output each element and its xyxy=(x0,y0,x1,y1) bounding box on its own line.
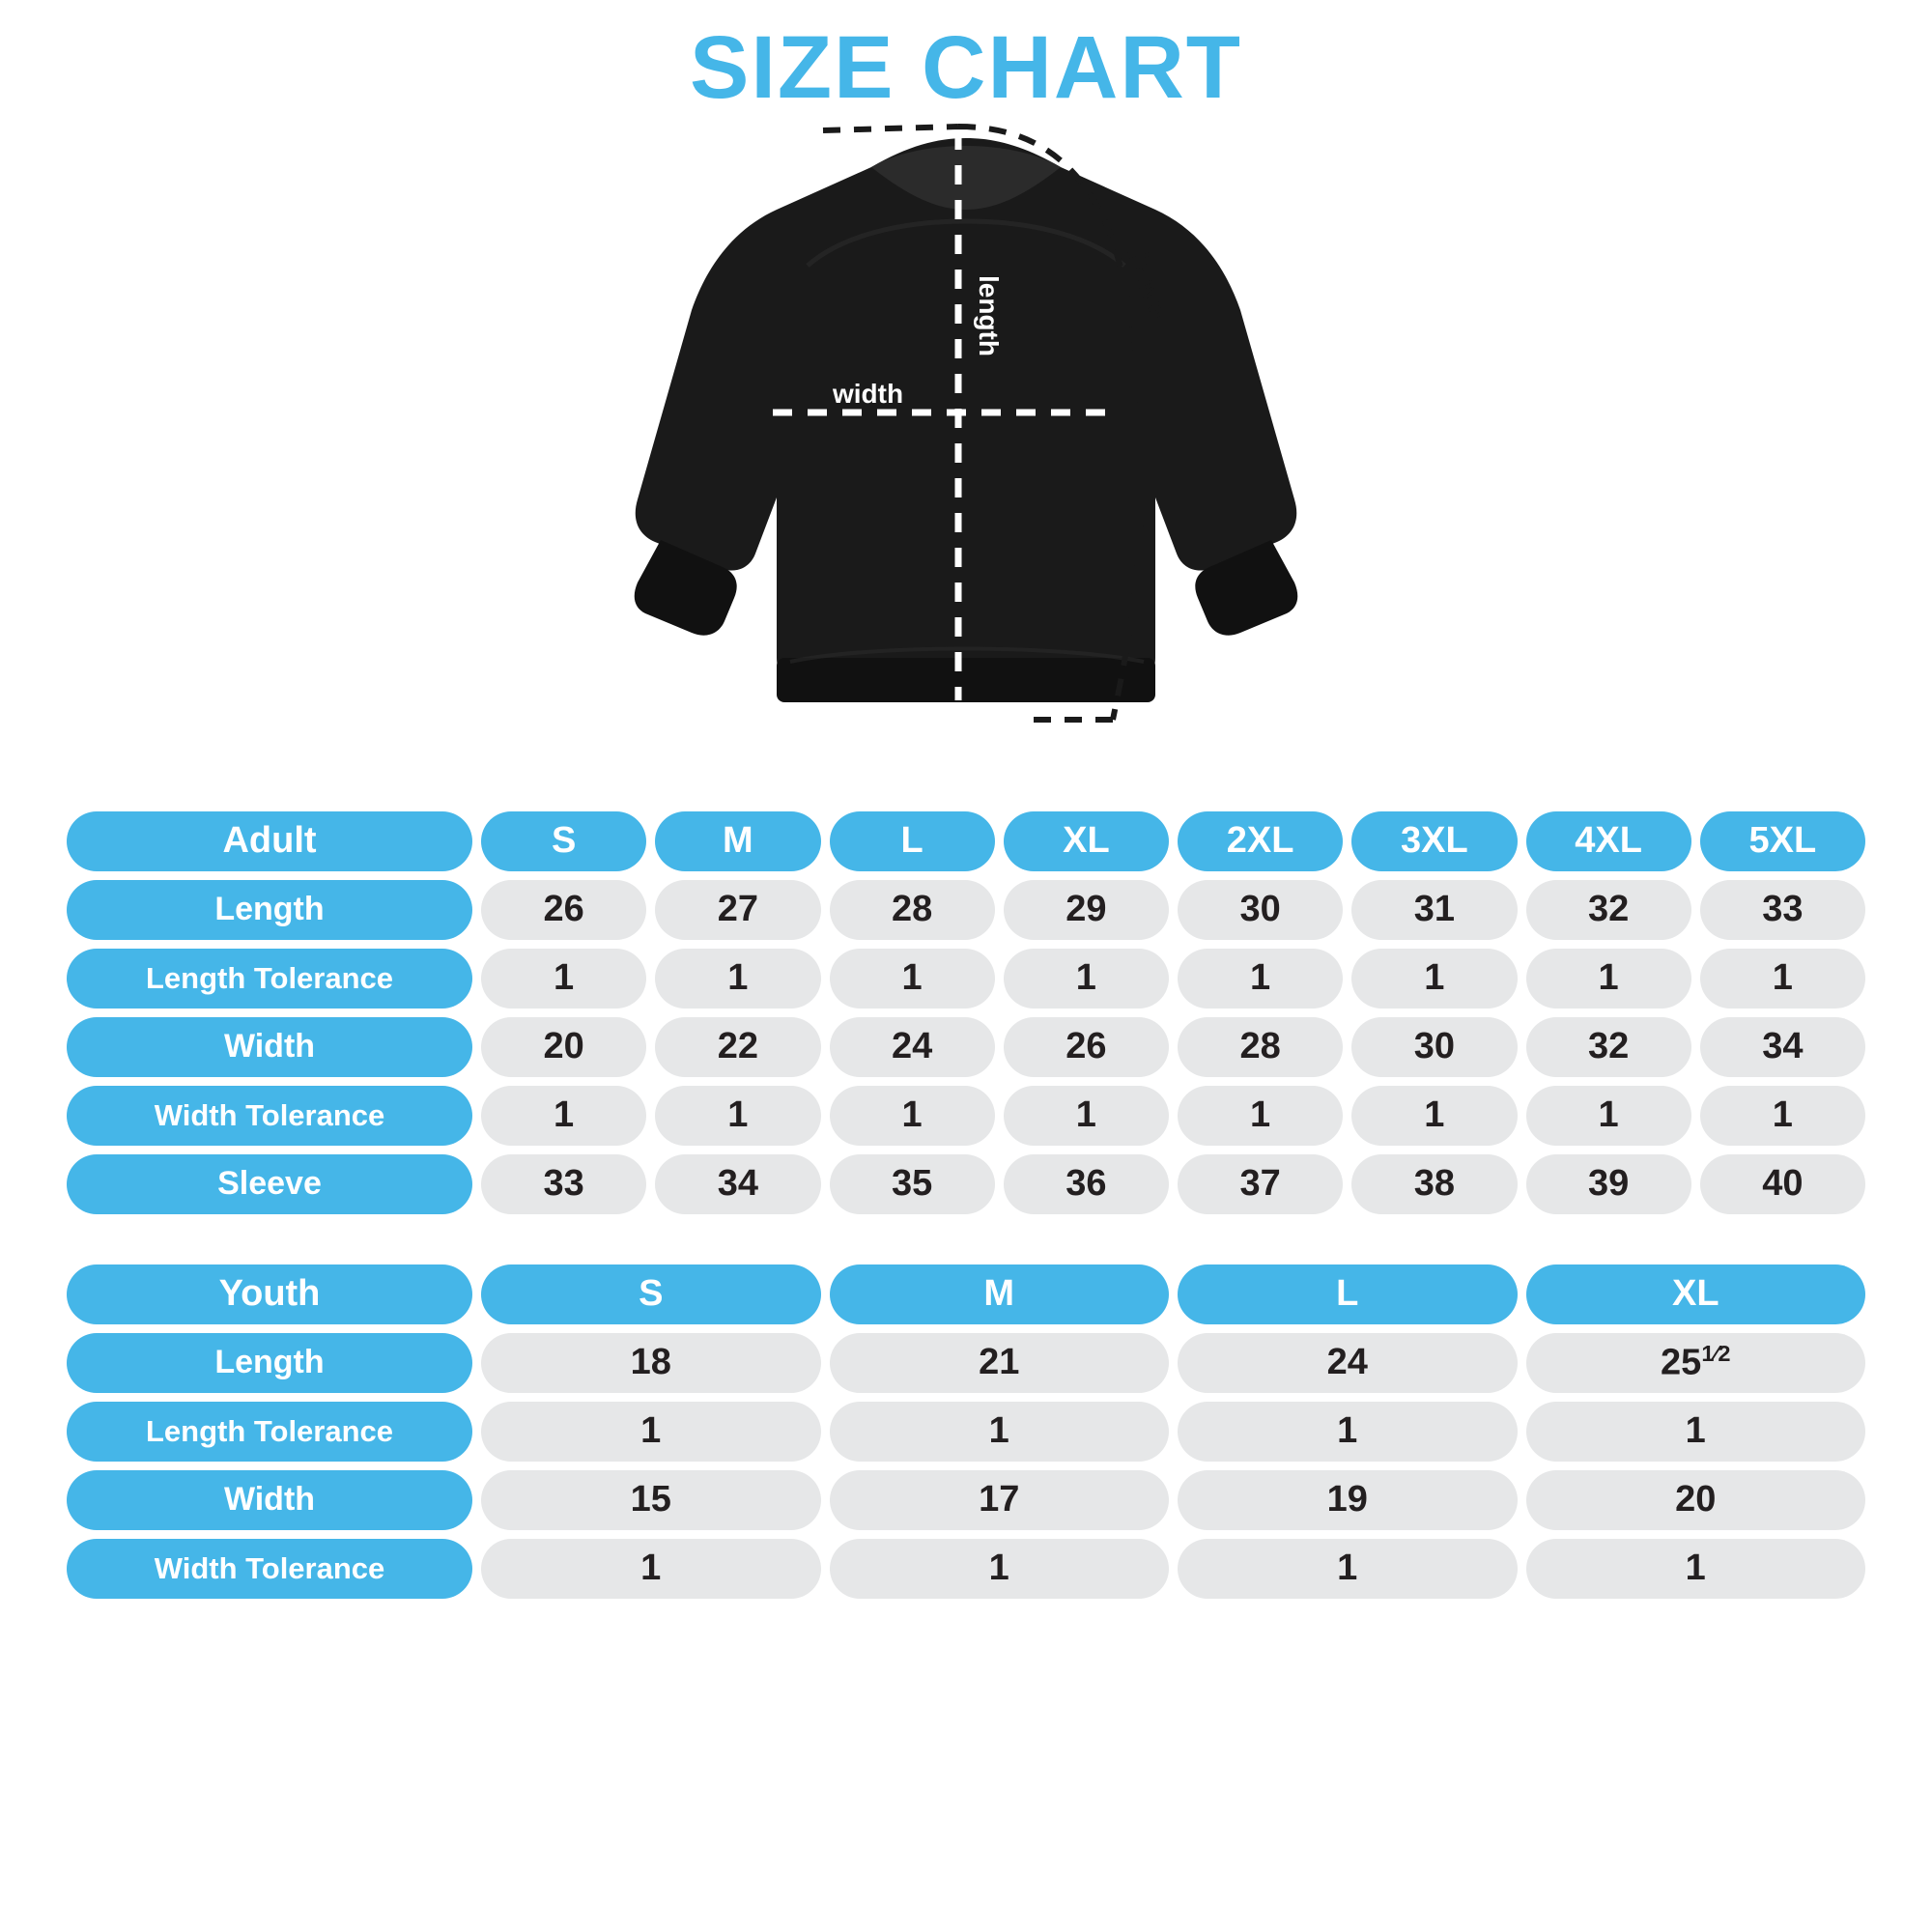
adult-sleeve-2xl: 37 xyxy=(1178,1154,1343,1214)
youth-size-xl: XL xyxy=(1526,1264,1866,1324)
adult-width-tol-5xl: 1 xyxy=(1700,1086,1865,1146)
adult-size-5xl: 5XL xyxy=(1700,811,1865,871)
youth-width-tol-l: 1 xyxy=(1178,1539,1518,1599)
adult-width-4xl: 32 xyxy=(1526,1017,1691,1077)
adult-row-label-length: Length xyxy=(67,880,472,940)
youth-size-m: M xyxy=(830,1264,1170,1324)
adult-length-tol-3xl: 1 xyxy=(1351,949,1517,1009)
adult-length-4xl: 32 xyxy=(1526,880,1691,940)
table-row xyxy=(67,1086,1865,1146)
adult-length-xl: 29 xyxy=(1004,880,1169,940)
table-row xyxy=(67,880,1865,940)
youth-width-xl: 20 xyxy=(1526,1470,1866,1530)
adult-width-s: 20 xyxy=(481,1017,646,1077)
page-title: SIZE CHART xyxy=(690,18,1242,117)
adult-sleeve-m: 34 xyxy=(655,1154,820,1214)
youth-length-l: 24 xyxy=(1178,1333,1518,1393)
adult-size-m: M xyxy=(655,811,820,871)
adult-width-tol-4xl: 1 xyxy=(1526,1086,1691,1146)
youth-length-tol-l: 1 xyxy=(1178,1402,1518,1462)
adult-sleeve-4xl: 39 xyxy=(1526,1154,1691,1214)
adult-header-label: Adult xyxy=(67,811,472,871)
adult-width-tol-s: 1 xyxy=(481,1086,646,1146)
youth-length-xl: $25^{1⁄2}$ xyxy=(1526,1333,1866,1393)
table-row xyxy=(67,1017,1865,1077)
youth-length-tol-m: 1 xyxy=(830,1402,1170,1462)
adult-width-tol-l: 1 xyxy=(830,1086,995,1146)
adult-width-5xl: 34 xyxy=(1700,1017,1865,1077)
adult-size-2xl: 2XL xyxy=(1178,811,1343,871)
adult-row-label-sleeve: Sleeve xyxy=(67,1154,472,1214)
adult-size-xl: XL xyxy=(1004,811,1169,871)
youth-width-m: 17 xyxy=(830,1470,1170,1530)
sweatshirt-illustration xyxy=(618,121,1314,778)
youth-header-label: Youth xyxy=(67,1264,472,1324)
youth-width-tol-m: 1 xyxy=(830,1539,1170,1599)
youth-length-m: 21 xyxy=(830,1333,1170,1393)
adult-sleeve-l: 35 xyxy=(830,1154,995,1214)
sweatshirt-shape xyxy=(635,138,1298,702)
adult-length-5xl: 33 xyxy=(1700,880,1865,940)
adult-length-tol-l: 1 xyxy=(830,949,995,1009)
adult-width-tol-m: 1 xyxy=(655,1086,820,1146)
width-label: width xyxy=(833,378,904,409)
length-label: length xyxy=(974,274,1004,356)
youth-length-tol-s: 1 xyxy=(481,1402,821,1462)
table-row xyxy=(67,1333,1865,1393)
youth-width-tol-xl: 1 xyxy=(1526,1539,1866,1599)
youth-row-label-width-tolerance: Width Tolerance xyxy=(67,1539,472,1599)
adult-size-s: S xyxy=(481,811,646,871)
adult-length-m: 27 xyxy=(655,880,820,940)
youth-length-tol-xl: 1 xyxy=(1526,1402,1866,1462)
adult-width-tol-3xl: 1 xyxy=(1351,1086,1517,1146)
adult-size-3xl: 3XL xyxy=(1351,811,1517,871)
adult-width-m: 22 xyxy=(655,1017,820,1077)
adult-length-tol-4xl: 1 xyxy=(1526,949,1691,1009)
youth-length-s: 18 xyxy=(481,1333,821,1393)
adult-width-xl: 26 xyxy=(1004,1017,1169,1077)
youth-row-label-length: Length xyxy=(67,1333,472,1393)
youth-row-label-length-tolerance: Length Tolerance xyxy=(67,1402,472,1462)
youth-size-table xyxy=(58,1256,1874,1607)
adult-length-tol-xl: 1 xyxy=(1004,949,1169,1009)
garment-diagram xyxy=(58,121,1874,797)
adult-sleeve-xl: 36 xyxy=(1004,1154,1169,1214)
youth-row-label-width: Width xyxy=(67,1470,472,1530)
adult-row-label-length-tolerance: Length Tolerance xyxy=(67,949,472,1009)
adult-width-tol-xl: 1 xyxy=(1004,1086,1169,1146)
table-row xyxy=(67,1470,1865,1530)
adult-row-label-width: Width xyxy=(67,1017,472,1077)
table-row xyxy=(67,949,1865,1009)
adult-size-table xyxy=(58,803,1874,1223)
sleeve-label: sleeve xyxy=(1119,234,1174,323)
adult-length-l: 28 xyxy=(830,880,995,940)
adult-width-2xl: 28 xyxy=(1178,1017,1343,1077)
table-header-row xyxy=(67,1264,1865,1324)
youth-width-l: 19 xyxy=(1178,1470,1518,1530)
adult-width-3xl: 30 xyxy=(1351,1017,1517,1077)
adult-width-tol-2xl: 1 xyxy=(1178,1086,1343,1146)
table-row xyxy=(67,1402,1865,1462)
adult-sleeve-s: 33 xyxy=(481,1154,646,1214)
adult-length-2xl: 30 xyxy=(1178,880,1343,940)
adult-length-tol-s: 1 xyxy=(481,949,646,1009)
youth-width-tol-s: 1 xyxy=(481,1539,821,1599)
adult-width-l: 24 xyxy=(830,1017,995,1077)
table-row xyxy=(67,1539,1865,1599)
adult-row-label-width-tolerance: Width Tolerance xyxy=(67,1086,472,1146)
youth-width-s: 15 xyxy=(481,1470,821,1530)
adult-sleeve-5xl: 40 xyxy=(1700,1154,1865,1214)
adult-length-s: 26 xyxy=(481,880,646,940)
adult-length-tol-2xl: 1 xyxy=(1178,949,1343,1009)
adult-length-tol-m: 1 xyxy=(655,949,820,1009)
adult-length-tol-5xl: 1 xyxy=(1700,949,1865,1009)
youth-size-l: L xyxy=(1178,1264,1518,1324)
adult-size-l: L xyxy=(830,811,995,871)
adult-sleeve-3xl: 38 xyxy=(1351,1154,1517,1214)
adult-size-4xl: 4XL xyxy=(1526,811,1691,871)
table-header-row xyxy=(67,811,1865,871)
table-row xyxy=(67,1154,1865,1214)
youth-size-s: S xyxy=(481,1264,821,1324)
adult-length-3xl: 31 xyxy=(1351,880,1517,940)
